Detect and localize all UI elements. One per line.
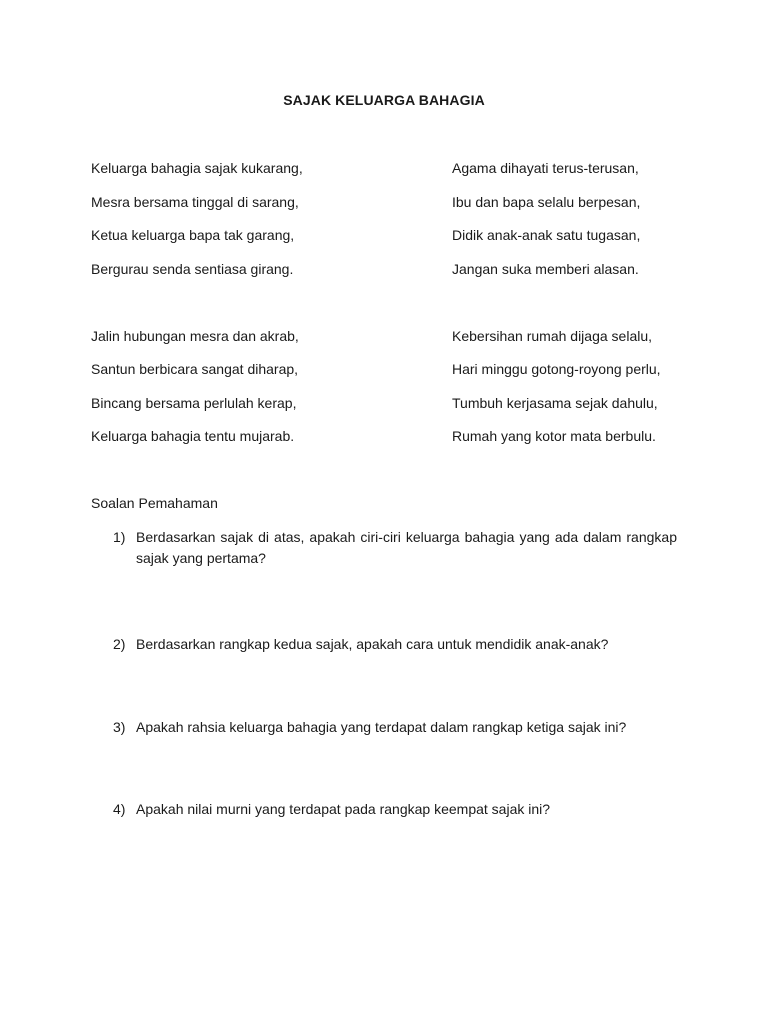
stanza-2-right-line-2: Hari minggu gotong-royong perlu, (452, 361, 661, 377)
question-number: 3) (113, 719, 126, 735)
stanza-1-left-line-1: Keluarga bahagia sajak kukarang, (91, 160, 303, 176)
stanza-1-right-line-4: Jangan suka memberi alasan. (452, 261, 639, 277)
stanza-2-left-line-3: Bincang bersama perlulah kerap, (91, 395, 297, 411)
question-text: Berdasarkan rangkap kedua sajak, apakah cara untuk mendidik anak-anak? (136, 636, 609, 652)
stanza-1-left-line-3: Ketua keluarga bapa tak garang, (91, 227, 295, 243)
stanza-1-left-line-2: Mesra bersama tinggal di sarang, (91, 194, 299, 210)
question-number: 2) (113, 636, 126, 652)
stanza-2-left-line-1: Jalin hubungan mesra dan akrab, (91, 328, 299, 344)
stanza-2-right-line-4: Rumah yang kotor mata berbulu. (452, 428, 656, 444)
question-number: 4) (113, 801, 126, 817)
poem-title: SAJAK KELUARGA BAHAGIA (283, 92, 485, 108)
question-text: Berdasarkan sajak di atas, apakah ciri-ciri keluarga bahagia yang ada dalam rangkap sajak yang pertama? (136, 529, 677, 566)
stanza-1-right-line-2: Ibu dan bapa selalu berpesan, (452, 194, 641, 210)
stanza-2-left-line-4: Keluarga bahagia tentu mujarab. (91, 428, 295, 444)
stanza-2-left-line-2: Santun berbicara sangat diharap, (91, 361, 299, 377)
stanza-2-right-line-1: Kebersihan rumah dijaga selalu, (452, 328, 653, 344)
stanza-1-right-line-3: Didik anak-anak satu tugasan, (452, 227, 641, 243)
question-1 (113, 527, 677, 569)
question-2 (113, 634, 677, 655)
stanza-2-right-line-3: Tumbuh kerjasama sejak dahulu, (452, 395, 658, 411)
question-3 (113, 717, 677, 738)
stanza-1-left-line-4: Bergurau senda sentiasa girang. (91, 261, 294, 277)
question-text: Apakah nilai murni yang terdapat pada rangkap keempat sajak ini? (136, 801, 551, 817)
question-text: Apakah rahsia keluarga bahagia yang terdapat dalam rangkap ketiga sajak ini? (136, 719, 627, 735)
question-4 (113, 799, 677, 820)
section-heading: Soalan Pemahaman (91, 495, 218, 511)
stanza-1-right-line-1: Agama dihayati terus-terusan, (452, 160, 639, 176)
question-number: 1) (113, 529, 126, 545)
